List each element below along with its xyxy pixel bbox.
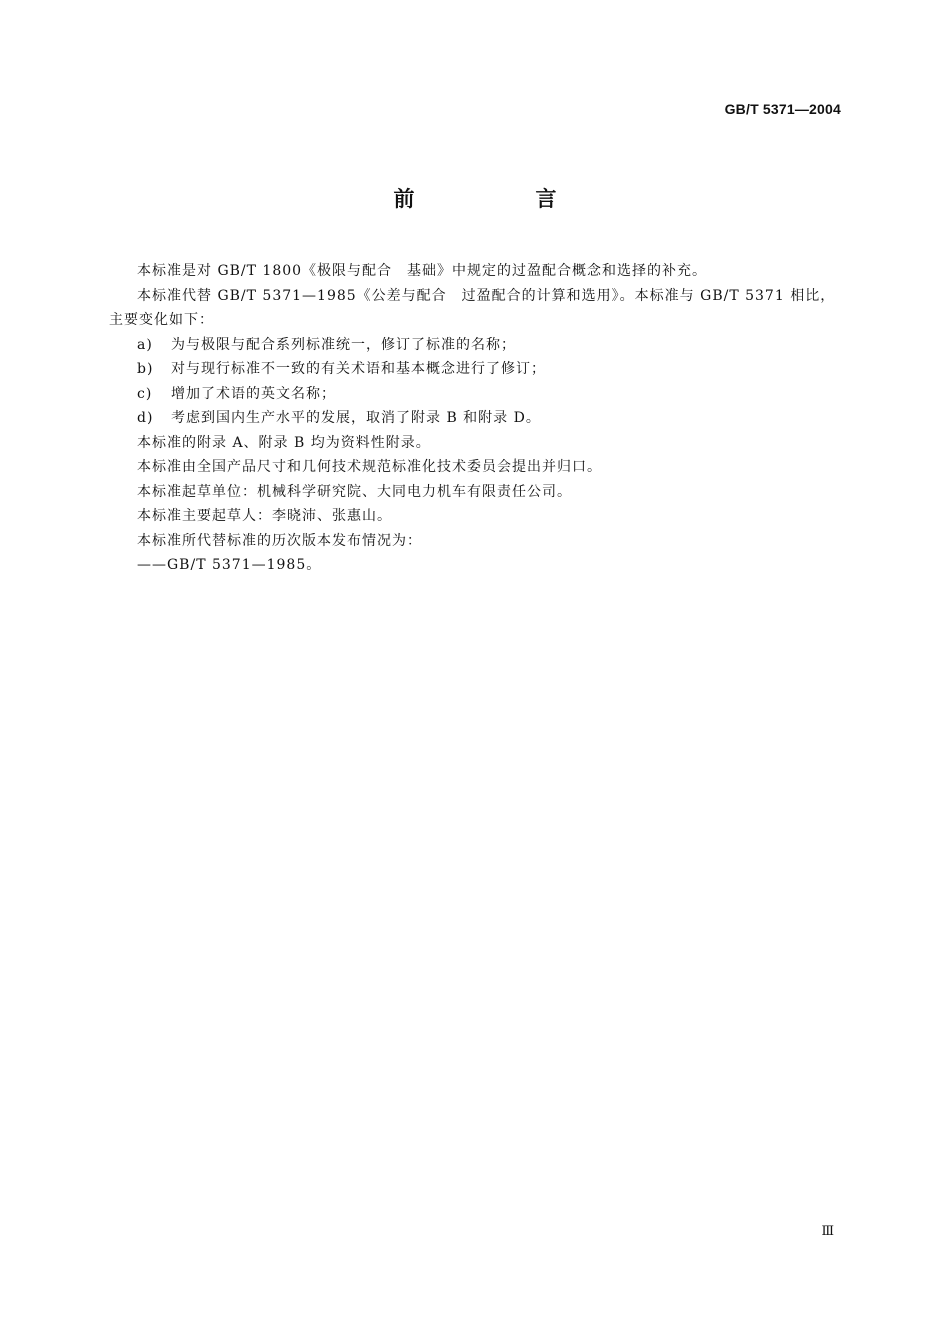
change-item-d bbox=[109, 406, 842, 431]
change-text: 为与极限与配合系列标准统一，修订了标准的名称； bbox=[171, 336, 516, 353]
change-text: 对与现行标准不一致的有关术语和基本概念进行了修订； bbox=[171, 361, 546, 377]
standard-code: GB/T 5371—2004 bbox=[724, 101, 841, 117]
foreword-body bbox=[109, 259, 842, 578]
change-marker: a) bbox=[137, 336, 153, 353]
page-title: 前 言 bbox=[393, 187, 607, 211]
change-text: 考虑到国内生产水平的发展，取消了附录 B 和附录 D。 bbox=[171, 410, 541, 426]
paragraph-annexes: 本标准的附录 A、附录 B 均为资料性附录。 bbox=[137, 434, 431, 451]
change-item-a bbox=[109, 333, 842, 358]
paragraph-scope: 本标准是对 GB/T 1800《极限与配合 基础》中规定的过盈配合概念和选择的补充。 bbox=[137, 263, 708, 279]
paragraph-proposer: 本标准由全国产品尺寸和几何技术规范标准化技术委员会提出并归口。 bbox=[137, 459, 602, 475]
change-marker: b) bbox=[137, 361, 154, 377]
change-text: 增加了术语的英文名称； bbox=[171, 385, 336, 402]
change-marker: c) bbox=[137, 385, 153, 402]
change-marker: d) bbox=[137, 410, 154, 426]
paragraph-drafters: 本标准主要起草人：李晓沛、张惠山。 bbox=[137, 508, 392, 524]
paragraph-history-item: ——GB/T 5371—1985。 bbox=[137, 557, 322, 573]
paragraph-history-intro: 本标准所代替标准的历次版本发布情况为： bbox=[137, 532, 422, 549]
change-item-b bbox=[109, 357, 842, 382]
paragraph-drafting-units: 本标准起草单位：机械科学研究院、大同电力机车有限责任公司。 bbox=[137, 483, 572, 500]
paragraph-replacement: 本标准代替 GB/T 5371—1985《公差与配合 过盈配合的计算和选用》。本标准与 GB/T 5371 相比，主要变化如下： bbox=[109, 287, 836, 328]
page-number: Ⅲ bbox=[821, 1224, 834, 1239]
change-item-c bbox=[109, 382, 842, 407]
